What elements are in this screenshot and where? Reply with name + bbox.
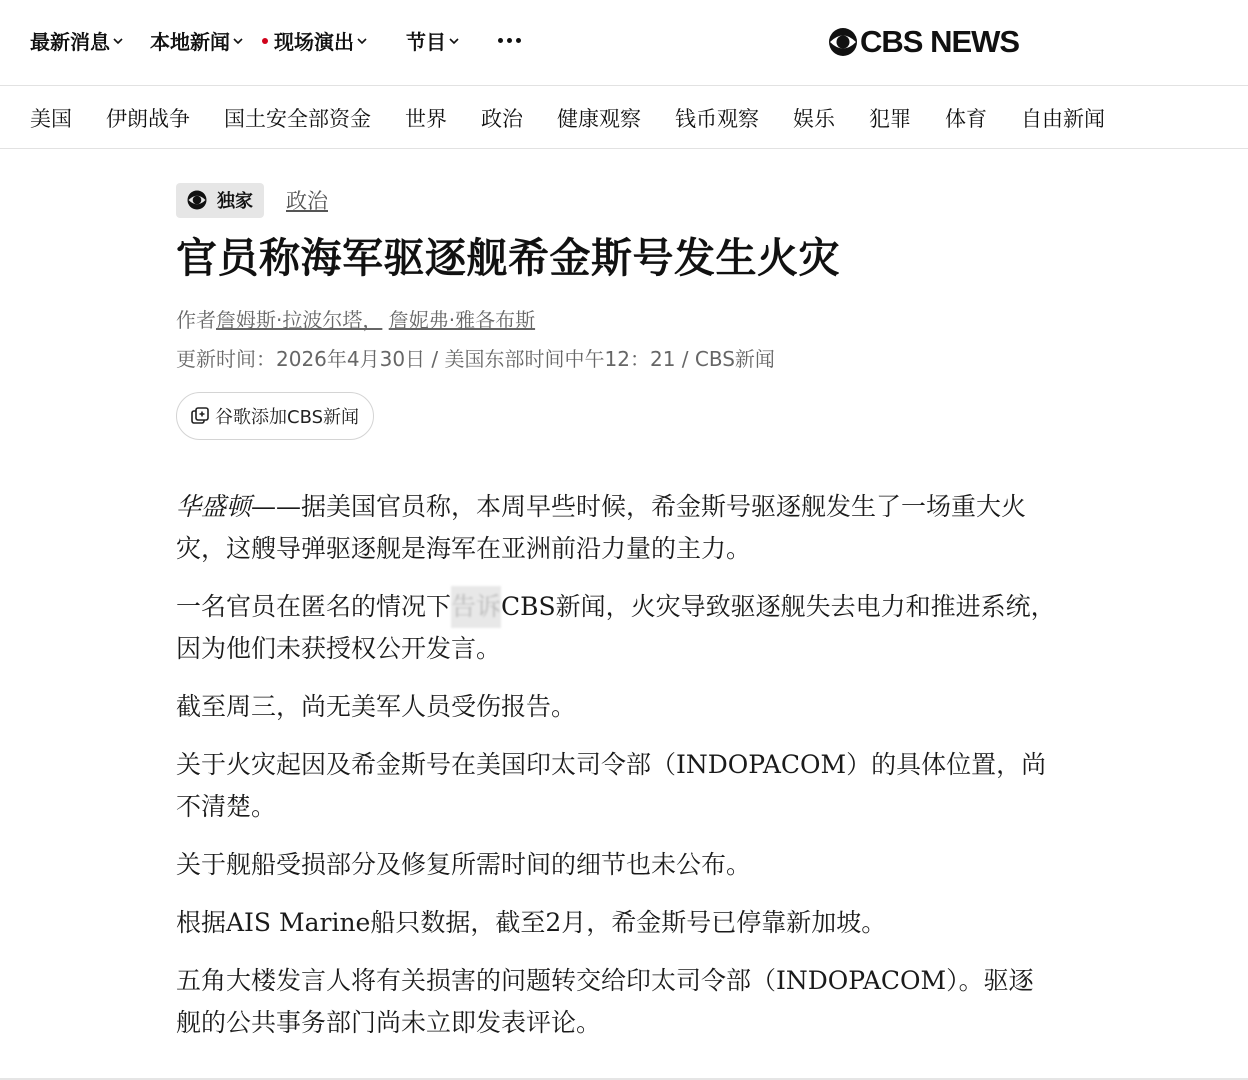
chevron-down-icon [448, 35, 460, 47]
nav-latest-label: 最新消息 [30, 30, 110, 54]
nav-shows-label: 节目 [406, 30, 446, 54]
headline: 官员称海军驱逐舰希金斯号发生火灾 [176, 234, 840, 282]
cbs-news-logo[interactable] [828, 24, 1019, 60]
section-nav-list [30, 103, 1139, 133]
section-sports[interactable]: 体育 [945, 107, 987, 131]
section-moneywatch[interactable]: 钱币观察 [675, 107, 759, 131]
exclusive-label: 独家 [217, 191, 253, 212]
category-link[interactable]: 政治 [286, 189, 328, 213]
paragraph [176, 586, 1056, 670]
exclusive-badge [176, 183, 264, 218]
redacted-text: 告诉 [451, 586, 501, 628]
nav-latest[interactable] [30, 26, 124, 55]
article-body [176, 486, 1056, 1044]
section-free-press[interactable]: 自由新闻 [1021, 107, 1105, 131]
paragraph: 截至周三，尚无美军人员受伤报告。 [176, 692, 577, 721]
paragraph: 关于舰船受损部分及修复所需时间的细节也未公布。 [176, 850, 752, 879]
paragraph-text: 一名官员在匿名的情况下 [176, 592, 452, 621]
section-world[interactable]: 世界 [405, 107, 447, 131]
section-crime[interactable]: 犯罪 [869, 107, 911, 131]
paragraph: 根据AIS Marine船只数据，截至2月，希金斯号已停靠新加坡。 [176, 908, 887, 937]
cbs-eye-icon [828, 27, 858, 57]
section-dhs-funding[interactable]: 国土安全部资金 [224, 107, 371, 131]
section-entertainment[interactable]: 娱乐 [793, 107, 835, 131]
section-nav [0, 86, 1248, 149]
section-politics[interactable]: 政治 [481, 107, 523, 131]
chevron-down-icon [112, 35, 124, 47]
nav-local-label: 本地新闻 [150, 30, 230, 54]
paragraph: 五角大楼发言人将有关损害的问题转交给印太司令部（INDOPACOM）。驱逐舰的公共事务部门尚未立即发表评论。 [176, 966, 1034, 1037]
paragraph [176, 486, 1056, 570]
article-tags [176, 182, 1056, 218]
author-link[interactable]: 詹妮弗·雅各布斯 [388, 308, 536, 332]
author-link[interactable]: 詹姆斯·拉波尔塔， [216, 308, 383, 332]
nav-shows[interactable] [406, 26, 460, 55]
paragraph-text: CBS新闻，火灾导致驱逐舰失去电力和推进系统，因为他们未获授权公开发言。 [176, 592, 1056, 663]
cbs-eye-icon [187, 190, 207, 210]
logo-text: CBS NEWS [860, 24, 1020, 59]
byline-prefix: 作者 [176, 308, 216, 332]
updated-timestamp: 更新时间：2026年4月30日 / 美国东部时间中午12：21 / CBS新闻 [176, 347, 775, 371]
top-nav [30, 26, 525, 55]
chevron-down-icon [356, 35, 368, 47]
dateline: 华盛顿 [176, 492, 252, 521]
nav-live-label: 现场演出 [274, 30, 354, 54]
live-dot-icon [262, 38, 268, 44]
byline [176, 304, 1056, 333]
paragraph: 关于火灾起因及希金斯号在美国印太司令部（INDOPACOM）的具体位置，尚不清楚。 [176, 750, 1047, 821]
article [176, 182, 1056, 1060]
more-horizontal-icon[interactable] [498, 31, 525, 51]
add-google-source-button[interactable] [176, 392, 374, 440]
section-healthwatch[interactable]: 健康观察 [557, 107, 641, 131]
nav-local[interactable] [150, 26, 244, 55]
section-us[interactable]: 美国 [30, 107, 72, 131]
paragraph-text: ——据美国官员称，本周早些时候，希金斯号驱逐舰发生了一场重大火灾，这艘导弹驱逐舰是海军在亚洲前沿力量的主力。 [176, 492, 1027, 563]
top-bar [0, 0, 1248, 86]
nav-live[interactable] [262, 26, 368, 55]
add-source-icon [189, 405, 211, 427]
section-iran-war[interactable]: 伊朗战争 [106, 107, 190, 131]
chevron-down-icon [232, 35, 244, 47]
add-google-source-label: 谷歌添加CBS新闻 [215, 407, 360, 428]
